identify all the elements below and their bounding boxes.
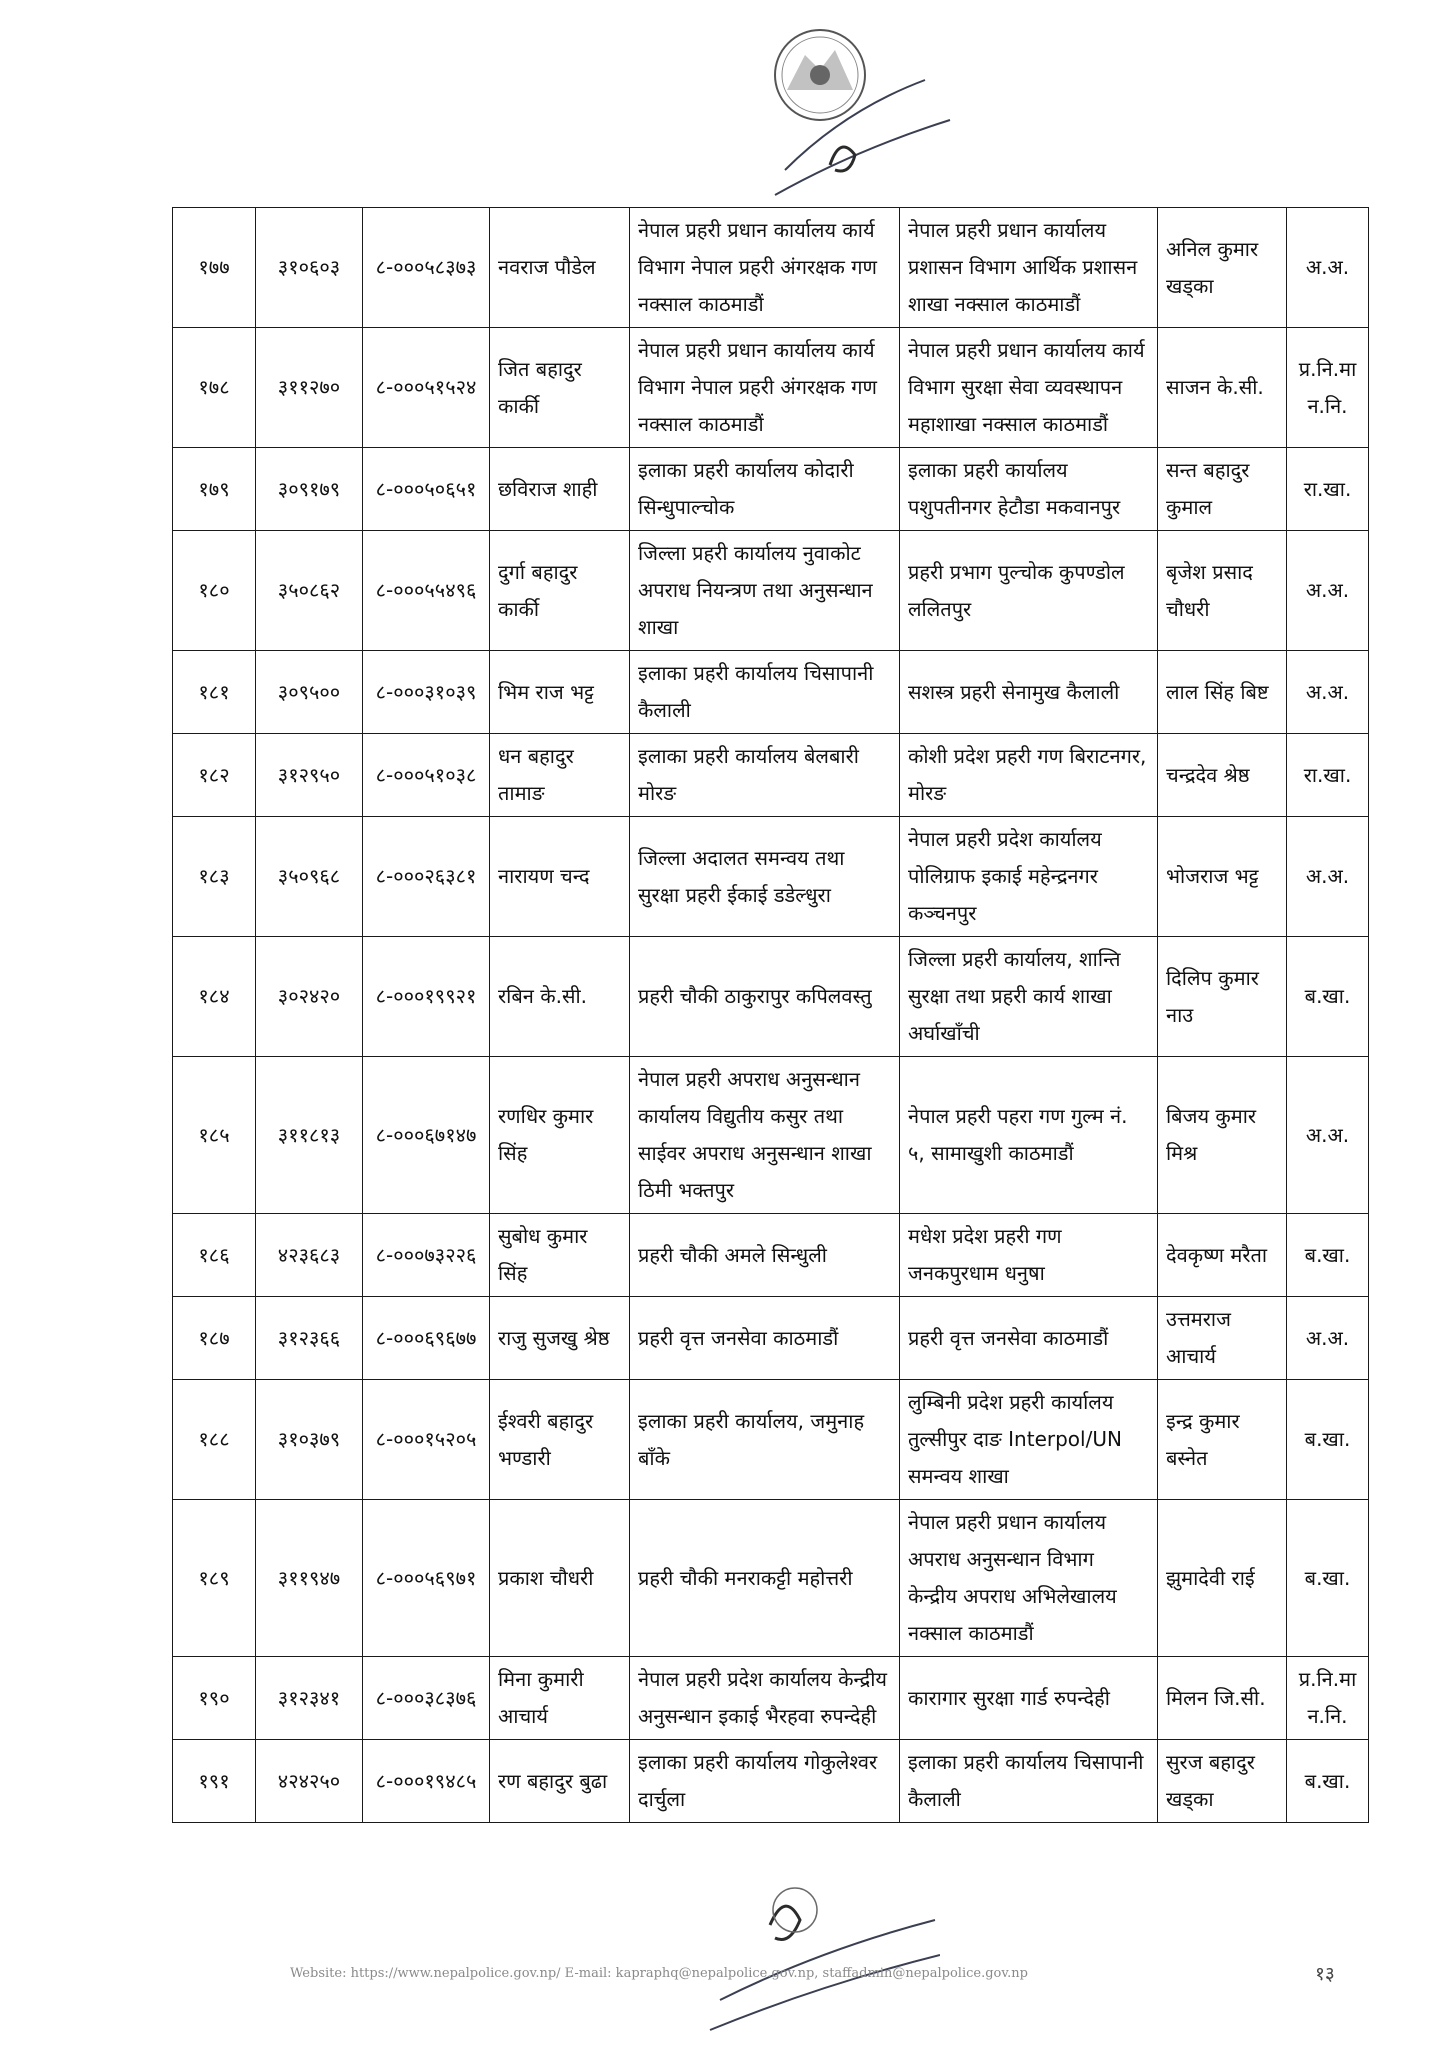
remark: ब.खा.	[1287, 1740, 1369, 1823]
current-office: प्रहरी वृत्त जनसेवा काठमाडौं	[630, 1297, 900, 1380]
table-row	[173, 328, 1369, 448]
serial-number: १८६	[173, 1214, 256, 1297]
replacement-name: सुरज बहादुर खड्का	[1158, 1740, 1287, 1823]
transfer-office: नेपाल प्रहरी प्रधान कार्यालय कार्य विभाग सुरक्षा सेवा व्यवस्थापन महाशाखा नक्साल काठमाडौं	[900, 328, 1158, 448]
employee-id: ४२३६८३	[256, 1214, 363, 1297]
employee-name: रण बहादुर बुढा	[490, 1740, 630, 1823]
employee-name: रबिन के.सी.	[490, 937, 630, 1057]
remark: ब.खा.	[1287, 1500, 1369, 1657]
transfer-office: प्रहरी प्रभाग पुल्चोक कुपण्डोल ललितपुर	[900, 531, 1158, 651]
service-code: ८-०००५१०३८	[363, 734, 490, 817]
replacement-name: मिलन जि.सी.	[1158, 1657, 1287, 1740]
serial-number: १८७	[173, 1297, 256, 1380]
transfer-office: सशस्त्र प्रहरी सेनामुख कैलाली	[900, 651, 1158, 734]
service-code: ८-०००२६३८१	[363, 817, 490, 937]
table-row	[173, 651, 1369, 734]
replacement-name: अनिल कुमार खड्का	[1158, 208, 1287, 328]
remark: अ.अ.	[1287, 208, 1369, 328]
page-number: १३	[1315, 1963, 1335, 1985]
serial-number: १८१	[173, 651, 256, 734]
employee-id: ३११२७०	[256, 328, 363, 448]
employee-id: ३११८१३	[256, 1057, 363, 1214]
current-office: नेपाल प्रहरी प्रधान कार्यालय कार्य विभाग नेपाल प्रहरी अंगरक्षक गण नक्साल काठमाडौं	[630, 208, 900, 328]
employee-id: ३१२३४१	[256, 1657, 363, 1740]
table-row	[173, 817, 1369, 937]
service-code: ८-०००५१५२४	[363, 328, 490, 448]
transfer-office: प्रहरी वृत्त जनसेवा काठमाडौं	[900, 1297, 1158, 1380]
table-row	[173, 1057, 1369, 1214]
replacement-name: बृजेश प्रसाद चौधरी	[1158, 531, 1287, 651]
table-row	[173, 1740, 1369, 1823]
service-code: ८-०००५६९७१	[363, 1500, 490, 1657]
employee-id: ३०९५००	[256, 651, 363, 734]
service-code: ८-०००५०६५१	[363, 448, 490, 531]
transfer-office: मधेश प्रदेश प्रहरी गण जनकपुरधाम धनुषा	[900, 1214, 1158, 1297]
transfer-office: नेपाल प्रहरी प्रधान कार्यालय प्रशासन विभाग आर्थिक प्रशासन शाखा नक्साल काठमाडौं	[900, 208, 1158, 328]
table-row	[173, 937, 1369, 1057]
service-code: ८-०००१५२०५	[363, 1380, 490, 1500]
serial-number: १७७	[173, 208, 256, 328]
replacement-name: उत्तमराज आचार्य	[1158, 1297, 1287, 1380]
employee-id: ३०९१७९	[256, 448, 363, 531]
serial-number: १९१	[173, 1740, 256, 1823]
serial-number: १८३	[173, 817, 256, 937]
employee-name: रणधिर कुमार सिंह	[490, 1057, 630, 1214]
remark: अ.अ.	[1287, 531, 1369, 651]
current-office: नेपाल प्रहरी प्रधान कार्यालय कार्य विभाग नेपाल प्रहरी अंगरक्षक गण नक्साल काठमाडौं	[630, 328, 900, 448]
employee-name: मिना कुमारी आचार्य	[490, 1657, 630, 1740]
employee-id: ३११९४७	[256, 1500, 363, 1657]
employee-name: सुबोध कुमार सिंह	[490, 1214, 630, 1297]
serial-number: १८४	[173, 937, 256, 1057]
replacement-name: इन्द्र कुमार बस्नेत	[1158, 1380, 1287, 1500]
transfer-office: कोशी प्रदेश प्रहरी गण बिराटनगर, मोरङ	[900, 734, 1158, 817]
current-office: जिल्ला प्रहरी कार्यालय नुवाकोट अपराध नियन्त्रण तथा अनुसन्धान शाखा	[630, 531, 900, 651]
replacement-name: दिलिप कुमार नाउ	[1158, 937, 1287, 1057]
employee-name: भिम राज भट्ट	[490, 651, 630, 734]
table-row	[173, 1380, 1369, 1500]
employee-id: ३५०९६८	[256, 817, 363, 937]
serial-number: १८८	[173, 1380, 256, 1500]
employee-name: छविराज शाही	[490, 448, 630, 531]
remark: अ.अ.	[1287, 1057, 1369, 1214]
transfer-office: इलाका प्रहरी कार्यालय चिसापानी कैलाली	[900, 1740, 1158, 1823]
service-code: ८-०००५५४९६	[363, 531, 490, 651]
table-row	[173, 734, 1369, 817]
remark: रा.खा.	[1287, 448, 1369, 531]
table-row	[173, 531, 1369, 651]
employee-id: ३५०८६२	[256, 531, 363, 651]
replacement-name: चन्द्रदेव श्रेष्ठ	[1158, 734, 1287, 817]
current-office: नेपाल प्रहरी अपराध अनुसन्धान कार्यालय विद्युतीय कसुर तथा साईवर अपराध अनुसन्धान शाखा ठिमी भक्तपुर	[630, 1057, 900, 1214]
service-code: ८-०००७३२२६	[363, 1214, 490, 1297]
replacement-name: देवकृष्ण मरैता	[1158, 1214, 1287, 1297]
employee-name: प्रकाश चौधरी	[490, 1500, 630, 1657]
remark: अ.अ.	[1287, 1297, 1369, 1380]
serial-number: १९०	[173, 1657, 256, 1740]
remark: ब.खा.	[1287, 1380, 1369, 1500]
table-row	[173, 1500, 1369, 1657]
service-code: ८-०००५८३७३	[363, 208, 490, 328]
current-office: प्रहरी चौकी मनराकट्टी महोत्तरी	[630, 1500, 900, 1657]
remark: रा.खा.	[1287, 734, 1369, 817]
employee-name: राजु सुजखु श्रेष्ठ	[490, 1297, 630, 1380]
remark: अ.अ.	[1287, 817, 1369, 937]
table-row	[173, 1214, 1369, 1297]
serial-number: १८०	[173, 531, 256, 651]
serial-number: १८२	[173, 734, 256, 817]
transfer-office: कारागार सुरक्षा गार्ड रुपन्देही	[900, 1657, 1158, 1740]
remark: अ.अ.	[1287, 651, 1369, 734]
transfer-office: नेपाल प्रहरी प्रदेश कार्यालय पोलिग्राफ इकाई महेन्द्रनगर कञ्चनपुर	[900, 817, 1158, 937]
transfer-office: नेपाल प्रहरी प्रधान कार्यालय अपराध अनुसन्धान विभाग केन्द्रीय अपराध अभिलेखालय नक्साल काठमाडौं	[900, 1500, 1158, 1657]
table-row	[173, 1297, 1369, 1380]
replacement-name: भोजराज भट्ट	[1158, 817, 1287, 937]
employee-id: ३१२३६६	[256, 1297, 363, 1380]
service-code: ८-०००३१०३९	[363, 651, 490, 734]
service-code: ८-०००१९४८५	[363, 1740, 490, 1823]
employee-id: ४२४२५०	[256, 1740, 363, 1823]
bottom-office-stamp-icon	[700, 1880, 940, 2050]
current-office: इलाका प्रहरी कार्यालय बेलबारी मोरङ	[630, 734, 900, 817]
current-office: प्रहरी चौकी अमले सिन्धुली	[630, 1214, 900, 1297]
employee-name: धन बहादुर तामाङ	[490, 734, 630, 817]
employee-name: नारायण चन्द	[490, 817, 630, 937]
current-office: जिल्ला अदालत समन्वय तथा सुरक्षा प्रहरी ईकाई डडेल्धुरा	[630, 817, 900, 937]
serial-number: १८९	[173, 1500, 256, 1657]
footer-contact: Website: https://www.nepalpolice.gov.np/ E-mail: kapraphq@nepalpolice.gov.np, staffadmin@nepalpolice.gov.np	[290, 1966, 1028, 1981]
replacement-name: साजन के.सी.	[1158, 328, 1287, 448]
transfer-office: नेपाल प्रहरी पहरा गण गुल्म नं. ५, सामाखुशी काठमाडौं	[900, 1057, 1158, 1214]
current-office: नेपाल प्रहरी प्रदेश कार्यालय केन्द्रीय अनुसन्धान इकाई भैरहवा रुपन्देही	[630, 1657, 900, 1740]
replacement-name: झुमादेवी राई	[1158, 1500, 1287, 1657]
transfer-office: जिल्ला प्रहरी कार्यालय, शान्ति सुरक्षा तथा प्रहरी कार्य शाखा अर्घाखाँची	[900, 937, 1158, 1057]
employee-id: ३०२४२०	[256, 937, 363, 1057]
remark: प्र.नि.मा न.नि.	[1287, 1657, 1369, 1740]
remark: ब.खा.	[1287, 937, 1369, 1057]
transfer-office: लुम्बिनी प्रदेश प्रहरी कार्यालय तुल्सीपुर दाङ Interpol/UN समन्वय शाखा	[900, 1380, 1158, 1500]
service-code: ८-०००१९९२१	[363, 937, 490, 1057]
current-office: इलाका प्रहरी कार्यालय कोदारी सिन्धुपाल्चोक	[630, 448, 900, 531]
service-code: ८-०००६९६७७	[363, 1297, 490, 1380]
transfer-records-table	[172, 207, 1369, 1823]
employee-name: ईश्वरी बहादुर भण्डारी	[490, 1380, 630, 1500]
employee-name: जित बहादुर कार्की	[490, 328, 630, 448]
table-row	[173, 1657, 1369, 1740]
replacement-name: बिजय कुमार मिश्र	[1158, 1057, 1287, 1214]
employee-name: दुर्गा बहादुर कार्की	[490, 531, 630, 651]
service-code: ८-०००६७१४७	[363, 1057, 490, 1214]
replacement-name: सन्त बहादुर कुमाल	[1158, 448, 1287, 531]
transfer-office: इलाका प्रहरी कार्यालय पशुपतीनगर हेटौडा मकवानपुर	[900, 448, 1158, 531]
current-office: इलाका प्रहरी कार्यालय गोकुलेश्वर दार्चुला	[630, 1740, 900, 1823]
remark: ब.खा.	[1287, 1214, 1369, 1297]
remark: प्र.नि.मा न.नि.	[1287, 328, 1369, 448]
replacement-name: लाल सिंह बिष्ट	[1158, 651, 1287, 734]
employee-id: ३१२९५०	[256, 734, 363, 817]
current-office: प्रहरी चौकी ठाकुरापुर कपिलवस्तु	[630, 937, 900, 1057]
service-code: ८-०००३८३७६	[363, 1657, 490, 1740]
employee-id: ३१०६०३	[256, 208, 363, 328]
serial-number: १७९	[173, 448, 256, 531]
employee-id: ३१०३७९	[256, 1380, 363, 1500]
table-row	[173, 208, 1369, 328]
serial-number: १७८	[173, 328, 256, 448]
table-row	[173, 448, 1369, 531]
current-office: इलाका प्रहरी कार्यालय चिसापानी कैलाली	[630, 651, 900, 734]
serial-number: १८५	[173, 1057, 256, 1214]
current-office: इलाका प्रहरी कार्यालय, जमुनाह बाँके	[630, 1380, 900, 1500]
employee-name: नवराज पौडेल	[490, 208, 630, 328]
